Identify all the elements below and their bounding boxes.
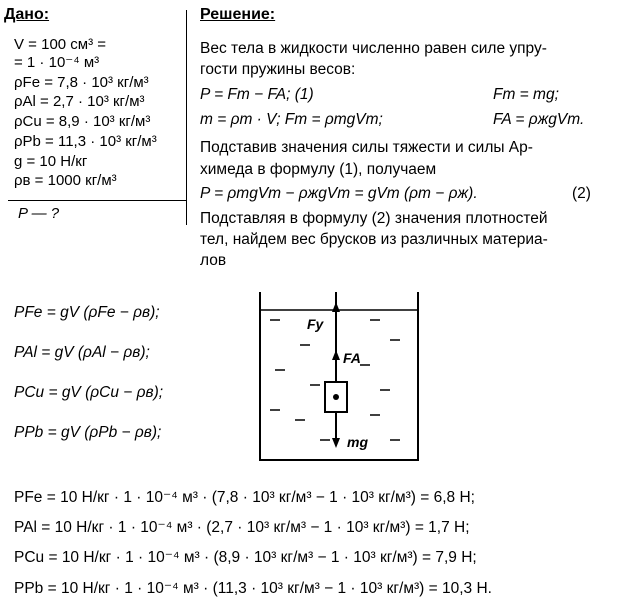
- given-separator: [186, 10, 187, 225]
- formula-fe: PFe = gV (ρFe − ρв);: [14, 304, 160, 321]
- equation-archimedes: FA = ρжgVт.: [493, 111, 585, 128]
- given-line: ρPb = 11,3 · 10³ кг/м³: [14, 133, 157, 150]
- solution-text: химеда в формулу (1), получаем: [200, 161, 437, 178]
- given-line: ρAl = 2,7 · 10³ кг/м³: [14, 93, 145, 110]
- label-spring-force: Fу: [307, 316, 324, 332]
- given-line: ρв = 1000 кг/м³: [14, 172, 117, 189]
- given-line: ρCu = 8,9 · 10³ кг/м³: [14, 113, 151, 130]
- solution-text: Подставляя в формулу (2) значения плотностей: [200, 210, 548, 227]
- calc-pb: PPb = 10 Н/кг · 1 · 10⁻⁴ м³ · (11,3 · 10³ кг/м³ − 1 · 10³ кг/м³) = 10,3 Н.: [14, 580, 492, 597]
- label-gravity-force: mg: [347, 434, 368, 450]
- calc-fe: PFe = 10 Н/кг · 1 · 10⁻⁴ м³ · (7,8 · 10³ кг/м³ − 1 · 10³ кг/м³) = 6,8 Н;: [14, 489, 475, 506]
- given-line: ρFe = 7,8 · 10³ кг/м³: [14, 74, 149, 91]
- formula-pb: PPb = gV (ρPb − ρв);: [14, 424, 162, 441]
- solution-text: Подставив значения силы тяжести и силы Ар-: [200, 139, 533, 156]
- equation-2: P = ρтgVт − ρжgVт = gVт (ρт − ρж).: [200, 185, 478, 202]
- label-archimedes-force: FA: [343, 350, 361, 366]
- formula-al: PAl = gV (ρAl − ρв);: [14, 344, 150, 361]
- vessel-diagram: [250, 290, 430, 470]
- equation-gravity: Fт = mg;: [493, 86, 559, 103]
- given-line: g = 10 Н/кг: [14, 153, 88, 170]
- given-line: V = 100 см³ =: [14, 36, 107, 53]
- calc-cu: PCu = 10 Н/кг · 1 · 10⁻⁴ м³ · (8,9 · 10³ кг/м³ − 1 · 10³ кг/м³) = 7,9 Н;: [14, 549, 477, 566]
- solution-text: тел, найдем вес брусков из различных материа-: [200, 231, 548, 248]
- solution-text: гости пружины весов:: [200, 61, 356, 78]
- equation-mass: m = ρт · V; Fт = ρтgVт;: [200, 111, 383, 128]
- find-label: P — ?: [18, 205, 60, 222]
- given-line: = 1 · 10⁻⁴ м³: [14, 54, 100, 71]
- solution-header: Решение:: [200, 6, 276, 23]
- equation-2-number: (2): [572, 185, 591, 202]
- solution-text: лов: [200, 252, 227, 269]
- solution-text: Вес тела в жидкости численно равен силе упру-: [200, 40, 547, 57]
- given-divider: [8, 200, 186, 201]
- calc-al: PAl = 10 Н/кг · 1 · 10⁻⁴ м³ · (2,7 · 10³ кг/м³ − 1 · 10³ кг/м³) = 1,7 Н;: [14, 519, 470, 536]
- given-header: Дано:: [4, 6, 50, 23]
- formula-cu: PCu = gV (ρCu − ρв);: [14, 384, 164, 401]
- equation-1: P = Fт − FA; (1): [200, 86, 314, 103]
